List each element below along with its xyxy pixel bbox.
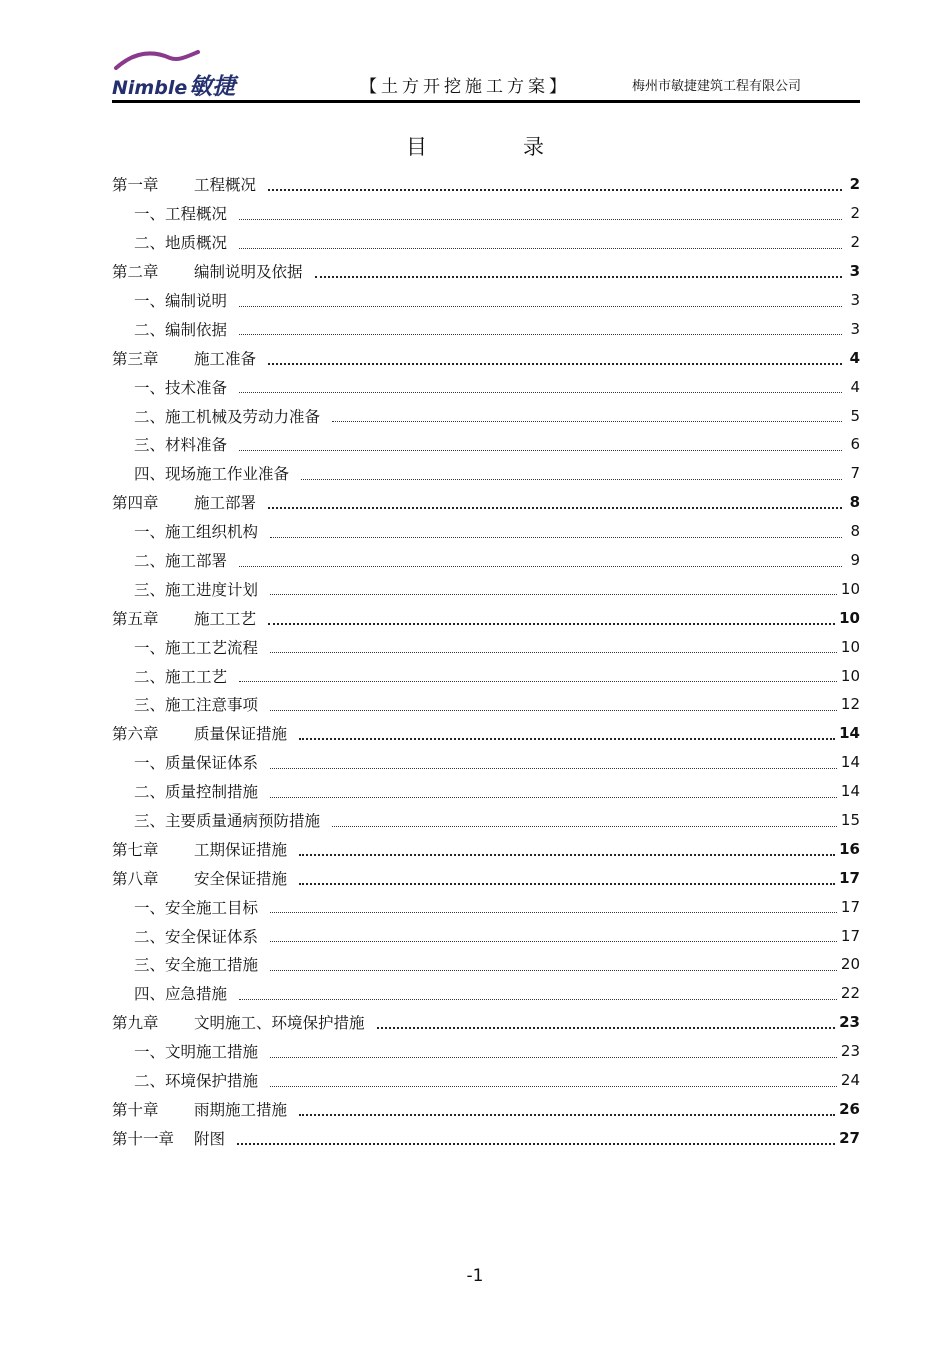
toc-entry-number: 第一章 [112, 176, 159, 195]
toc-entry-page: 16 [839, 839, 860, 858]
toc-section-entry[interactable] [112, 517, 868, 546]
toc-entry-number: 三、 [134, 436, 166, 455]
toc-entry-title: 编制依据 [165, 320, 228, 339]
toc-section-entry[interactable] [112, 574, 868, 603]
toc-entry-title: 材料准备 [165, 436, 228, 455]
dot-leader [270, 710, 837, 711]
toc-entry-number: 四、 [134, 985, 166, 1004]
toc-entry-title: 施工准备 [194, 349, 257, 368]
toc-entry-label [112, 751, 258, 773]
toc-entry-page: 22 [840, 984, 860, 1003]
dot-leader [239, 566, 842, 567]
toc-entry-page: 10 [840, 579, 860, 598]
toc-entry-number: 二、 [134, 1072, 166, 1091]
dot-leader [268, 189, 842, 191]
logo-chinese: 敏捷 [189, 74, 236, 100]
toc-section-entry[interactable] [112, 979, 868, 1008]
toc-entry-label [112, 665, 227, 687]
dot-leader [270, 970, 837, 971]
toc-entry-title: 文明施工、环境保护措施 [194, 1014, 365, 1033]
dot-leader [270, 537, 842, 538]
toc-entry-number: 第八章 [112, 869, 159, 888]
toc-heading-right: 录 [523, 135, 544, 159]
toc-entry-number: 一、 [134, 205, 166, 224]
toc-entry-page: 17 [840, 926, 860, 945]
toc-chapter-entry[interactable] [112, 863, 868, 892]
toc-entry-page: 17 [840, 897, 860, 916]
toc-entry-label [112, 491, 256, 513]
toc-entry-title: 文明施工措施 [165, 1043, 259, 1062]
toc-entry-title: 施工注意事项 [165, 696, 259, 715]
dot-leader [270, 912, 837, 913]
toc-entry-title: 质量控制措施 [165, 783, 259, 802]
toc-entry-page: 5 [850, 406, 860, 425]
toc-entry-page: 10 [839, 608, 860, 627]
dot-leader [270, 1057, 837, 1058]
dot-leader [270, 1086, 837, 1087]
toc-entry-label [112, 578, 258, 600]
toc-entry-title: 雨期施工措施 [194, 1100, 288, 1119]
toc-entry-page: 23 [840, 1042, 860, 1061]
dot-leader [270, 652, 837, 653]
page-header [112, 44, 860, 106]
toc-entry-title: 施工部署 [165, 552, 228, 571]
dot-leader [239, 219, 842, 220]
document-title: 【土方开挖施工方案】 [360, 77, 570, 97]
toc-entry-label [112, 462, 289, 484]
company-logo [112, 48, 272, 100]
toc-entry-number: 二、 [134, 927, 166, 946]
toc-entry-number: 一、 [134, 898, 166, 917]
toc-entry-title: 施工工艺 [194, 609, 257, 628]
dot-leader [268, 507, 842, 509]
toc-entry-page: 8 [849, 493, 860, 512]
toc-entry-page: 2 [850, 204, 860, 223]
toc-entry-number: 三、 [134, 956, 166, 975]
toc-entry-title: 施工工艺流程 [165, 638, 259, 657]
toc-entry-page: 9 [850, 551, 860, 570]
dot-leader [270, 941, 837, 942]
toc-entry-page: 15 [840, 811, 860, 830]
toc-entry-label [112, 982, 227, 1004]
toc-entry-title: 编制说明 [165, 292, 228, 310]
toc-section-entry[interactable] [112, 314, 868, 343]
toc-entry-number: 三、 [134, 580, 166, 599]
toc-entry-title: 施工进度计划 [165, 580, 259, 599]
toc-section-entry[interactable] [112, 921, 868, 950]
toc-entry-title: 施工机械及劳动力准备 [165, 407, 321, 426]
toc-chapter-entry[interactable] [112, 343, 868, 372]
toc-entry-label [112, 953, 258, 975]
toc-entry-number: 二、 [134, 667, 166, 686]
toc-entry-label [112, 231, 227, 253]
toc-entry-label [112, 289, 227, 311]
toc-section-entry[interactable] [112, 372, 868, 401]
toc-entry-title: 工程概况 [165, 205, 228, 224]
toc-entry-title: 主要质量通病预防措施 [165, 812, 321, 831]
toc-entry-label [112, 202, 227, 224]
dot-leader [237, 1143, 835, 1145]
dot-leader [239, 999, 837, 1000]
toc-entry-number: 二、 [134, 234, 166, 253]
toc-entry-label [112, 809, 320, 831]
dot-leader [377, 1027, 836, 1029]
toc-entry-label [112, 520, 258, 542]
dot-leader [299, 883, 835, 885]
toc-entry-label [112, 433, 227, 455]
toc-entry-label [112, 693, 258, 715]
company-name: 梅州市敏捷建筑工程有限公司 [632, 79, 802, 94]
logo-latin: Nimble [112, 77, 188, 99]
dot-leader [332, 421, 842, 422]
toc-entry-title: 工程概况 [194, 176, 257, 195]
toc-entry-number: 第七章 [112, 840, 159, 859]
toc-entry-number: 二、 [134, 552, 166, 571]
toc-entry-label [112, 1040, 258, 1062]
toc-entry-number: 第六章 [112, 725, 159, 744]
toc-entry-number: 第九章 [112, 1014, 159, 1033]
toc-entry-number: 第五章 [112, 609, 159, 628]
toc-entry-label [112, 1098, 287, 1120]
toc-entry-title: 施工组织机构 [165, 523, 259, 542]
toc-entry-number: 二、 [134, 783, 166, 802]
toc-section-entry[interactable] [112, 661, 868, 690]
toc-entry-page: 2 [850, 233, 860, 252]
dot-leader [239, 450, 842, 451]
toc-entry-page: 6 [850, 435, 860, 454]
toc-entry-page: 24 [840, 1071, 860, 1090]
toc-chapter-entry[interactable] [112, 170, 868, 199]
toc-heading [0, 131, 950, 161]
toc-entry-title: 质量保证措施 [194, 725, 288, 744]
toc-entry-title: 安全保证体系 [165, 927, 259, 946]
dot-leader [268, 363, 842, 365]
toc-entry-number: 三、 [134, 696, 166, 715]
toc-section-entry[interactable] [112, 690, 868, 719]
toc-entry-page: 7 [850, 464, 860, 483]
toc-section-entry[interactable] [112, 1066, 868, 1095]
header-divider [112, 100, 860, 103]
toc-entry-page: 20 [840, 955, 860, 974]
toc-entry-title: 技术准备 [165, 378, 228, 397]
toc-entry-label [112, 1069, 258, 1091]
dot-leader [315, 276, 842, 278]
toc-entry-number: 第四章 [112, 494, 159, 513]
toc-chapter-entry[interactable] [112, 719, 868, 748]
toc-entry-title: 现场施工作业准备 [165, 465, 290, 484]
toc-entry-label [112, 405, 320, 427]
logo-swoosh-icon [112, 48, 202, 70]
toc-entry-page: 27 [839, 1128, 860, 1147]
toc-entry-number: 一、 [134, 754, 166, 773]
toc-entry-title: 质量保证体系 [165, 754, 259, 773]
toc-entry-number: 一、 [134, 1043, 166, 1062]
toc-section-entry[interactable] [112, 430, 868, 459]
toc-section-entry[interactable] [112, 806, 868, 835]
toc-chapter-entry[interactable] [112, 1123, 868, 1152]
dot-leader [239, 334, 842, 335]
toc-section-entry[interactable] [112, 892, 868, 921]
toc-entry-page: 3 [850, 319, 860, 338]
toc-entry-page: 10 [840, 666, 860, 685]
toc-entry-title: 编制说明及依据 [194, 263, 303, 282]
toc-entry-number: 第二章 [112, 263, 159, 282]
toc-entry-page: 8 [850, 522, 860, 541]
toc-entry-number: 第十一章 [112, 1129, 175, 1148]
dot-leader [270, 594, 837, 595]
toc-entry-title: 安全施工目标 [165, 898, 259, 917]
toc-entry-label [112, 173, 256, 195]
toc-entry-label [112, 896, 258, 918]
toc-section-entry[interactable] [112, 777, 868, 806]
toc-entry-label [112, 838, 287, 860]
toc-entry-page: 2 [849, 175, 860, 194]
dot-leader [239, 392, 842, 393]
toc-section-entry[interactable] [112, 459, 868, 488]
toc-entry-page: 14 [839, 724, 860, 743]
toc-entry-page: 26 [839, 1099, 860, 1118]
toc-chapter-entry[interactable] [112, 834, 868, 863]
toc-section-entry[interactable] [112, 632, 868, 661]
toc-entry-label [112, 549, 227, 571]
toc-entry-label [112, 1127, 225, 1149]
toc-entry-label [112, 318, 227, 340]
toc-entry-label [112, 780, 258, 802]
toc-entry-page: 14 [840, 782, 860, 801]
toc-entry-page: 3 [849, 262, 860, 281]
toc-chapter-entry[interactable] [112, 1008, 868, 1037]
toc-section-entry[interactable] [112, 228, 868, 257]
toc-entry-label [112, 347, 256, 369]
toc-chapter-entry[interactable] [112, 1095, 868, 1124]
toc-entry-page: 14 [840, 753, 860, 772]
toc-entry-title: 工期保证措施 [194, 840, 288, 859]
toc-entry-label [112, 722, 287, 744]
toc-entry-label [112, 636, 258, 658]
toc-entry-number: 二、 [134, 320, 166, 339]
toc-entry-title: 施工工艺 [165, 667, 228, 686]
dot-leader [268, 623, 835, 625]
toc-section-entry[interactable] [112, 286, 868, 315]
logo-text [112, 68, 235, 101]
toc-entry-label [112, 1011, 365, 1033]
toc-entry-number: 四、 [134, 465, 166, 484]
toc-entry-page: 4 [850, 377, 860, 396]
dot-leader [239, 681, 837, 682]
toc-section-entry[interactable] [112, 199, 868, 228]
toc-entry-number: 一、 [134, 523, 166, 542]
toc-entry-page: 12 [840, 695, 860, 714]
toc-entry-label [112, 607, 256, 629]
toc-entry-number: 一、 [134, 638, 166, 657]
toc-entry-title: 应急措施 [165, 985, 228, 1004]
dot-leader [239, 306, 842, 307]
toc-entry-number: 二、 [134, 407, 166, 426]
toc-entry-page: 10 [840, 637, 860, 656]
toc-entry-label [112, 867, 287, 889]
toc-entry-page: 3 [850, 291, 860, 309]
toc-chapter-entry[interactable] [112, 488, 868, 517]
toc-entry-number: 一、 [134, 292, 166, 310]
dot-leader [301, 479, 842, 480]
toc-section-entry[interactable] [112, 748, 868, 777]
toc-section-entry[interactable] [112, 401, 868, 430]
dot-leader [299, 1114, 835, 1116]
toc-section-entry[interactable] [112, 1037, 868, 1066]
toc-entry-number: 三、 [134, 812, 166, 831]
toc-entry-title: 施工部署 [194, 494, 257, 513]
toc-entry-number: 第三章 [112, 349, 159, 368]
toc-entry-title: 附图 [194, 1129, 226, 1148]
page-number: -1 [466, 1266, 484, 1286]
dot-leader [299, 854, 835, 856]
toc-entry-label [112, 925, 258, 947]
toc-entry-label [112, 260, 303, 282]
toc-section-entry[interactable] [112, 950, 868, 979]
toc-entry-number: 一、 [134, 378, 166, 397]
toc-heading-left: 目 [406, 135, 427, 159]
dot-leader [270, 797, 837, 798]
table-of-contents [112, 170, 868, 1152]
toc-chapter-entry[interactable] [112, 603, 868, 632]
toc-entry-page: 17 [839, 868, 860, 887]
dot-leader [299, 738, 835, 740]
toc-entry-title: 环境保护措施 [165, 1072, 259, 1091]
toc-entry-number: 第十章 [112, 1100, 159, 1119]
toc-entry-title: 地质概况 [165, 234, 228, 253]
toc-entry-title: 安全施工措施 [165, 956, 259, 975]
toc-entry-page: 4 [849, 348, 860, 367]
dot-leader [332, 826, 837, 827]
toc-entry-label [112, 376, 227, 398]
toc-chapter-entry[interactable] [112, 257, 868, 286]
toc-entry-page: 23 [839, 1013, 860, 1032]
dot-leader [239, 248, 842, 249]
toc-entry-title: 安全保证措施 [194, 869, 288, 888]
toc-section-entry[interactable] [112, 546, 868, 575]
dot-leader [270, 768, 837, 769]
